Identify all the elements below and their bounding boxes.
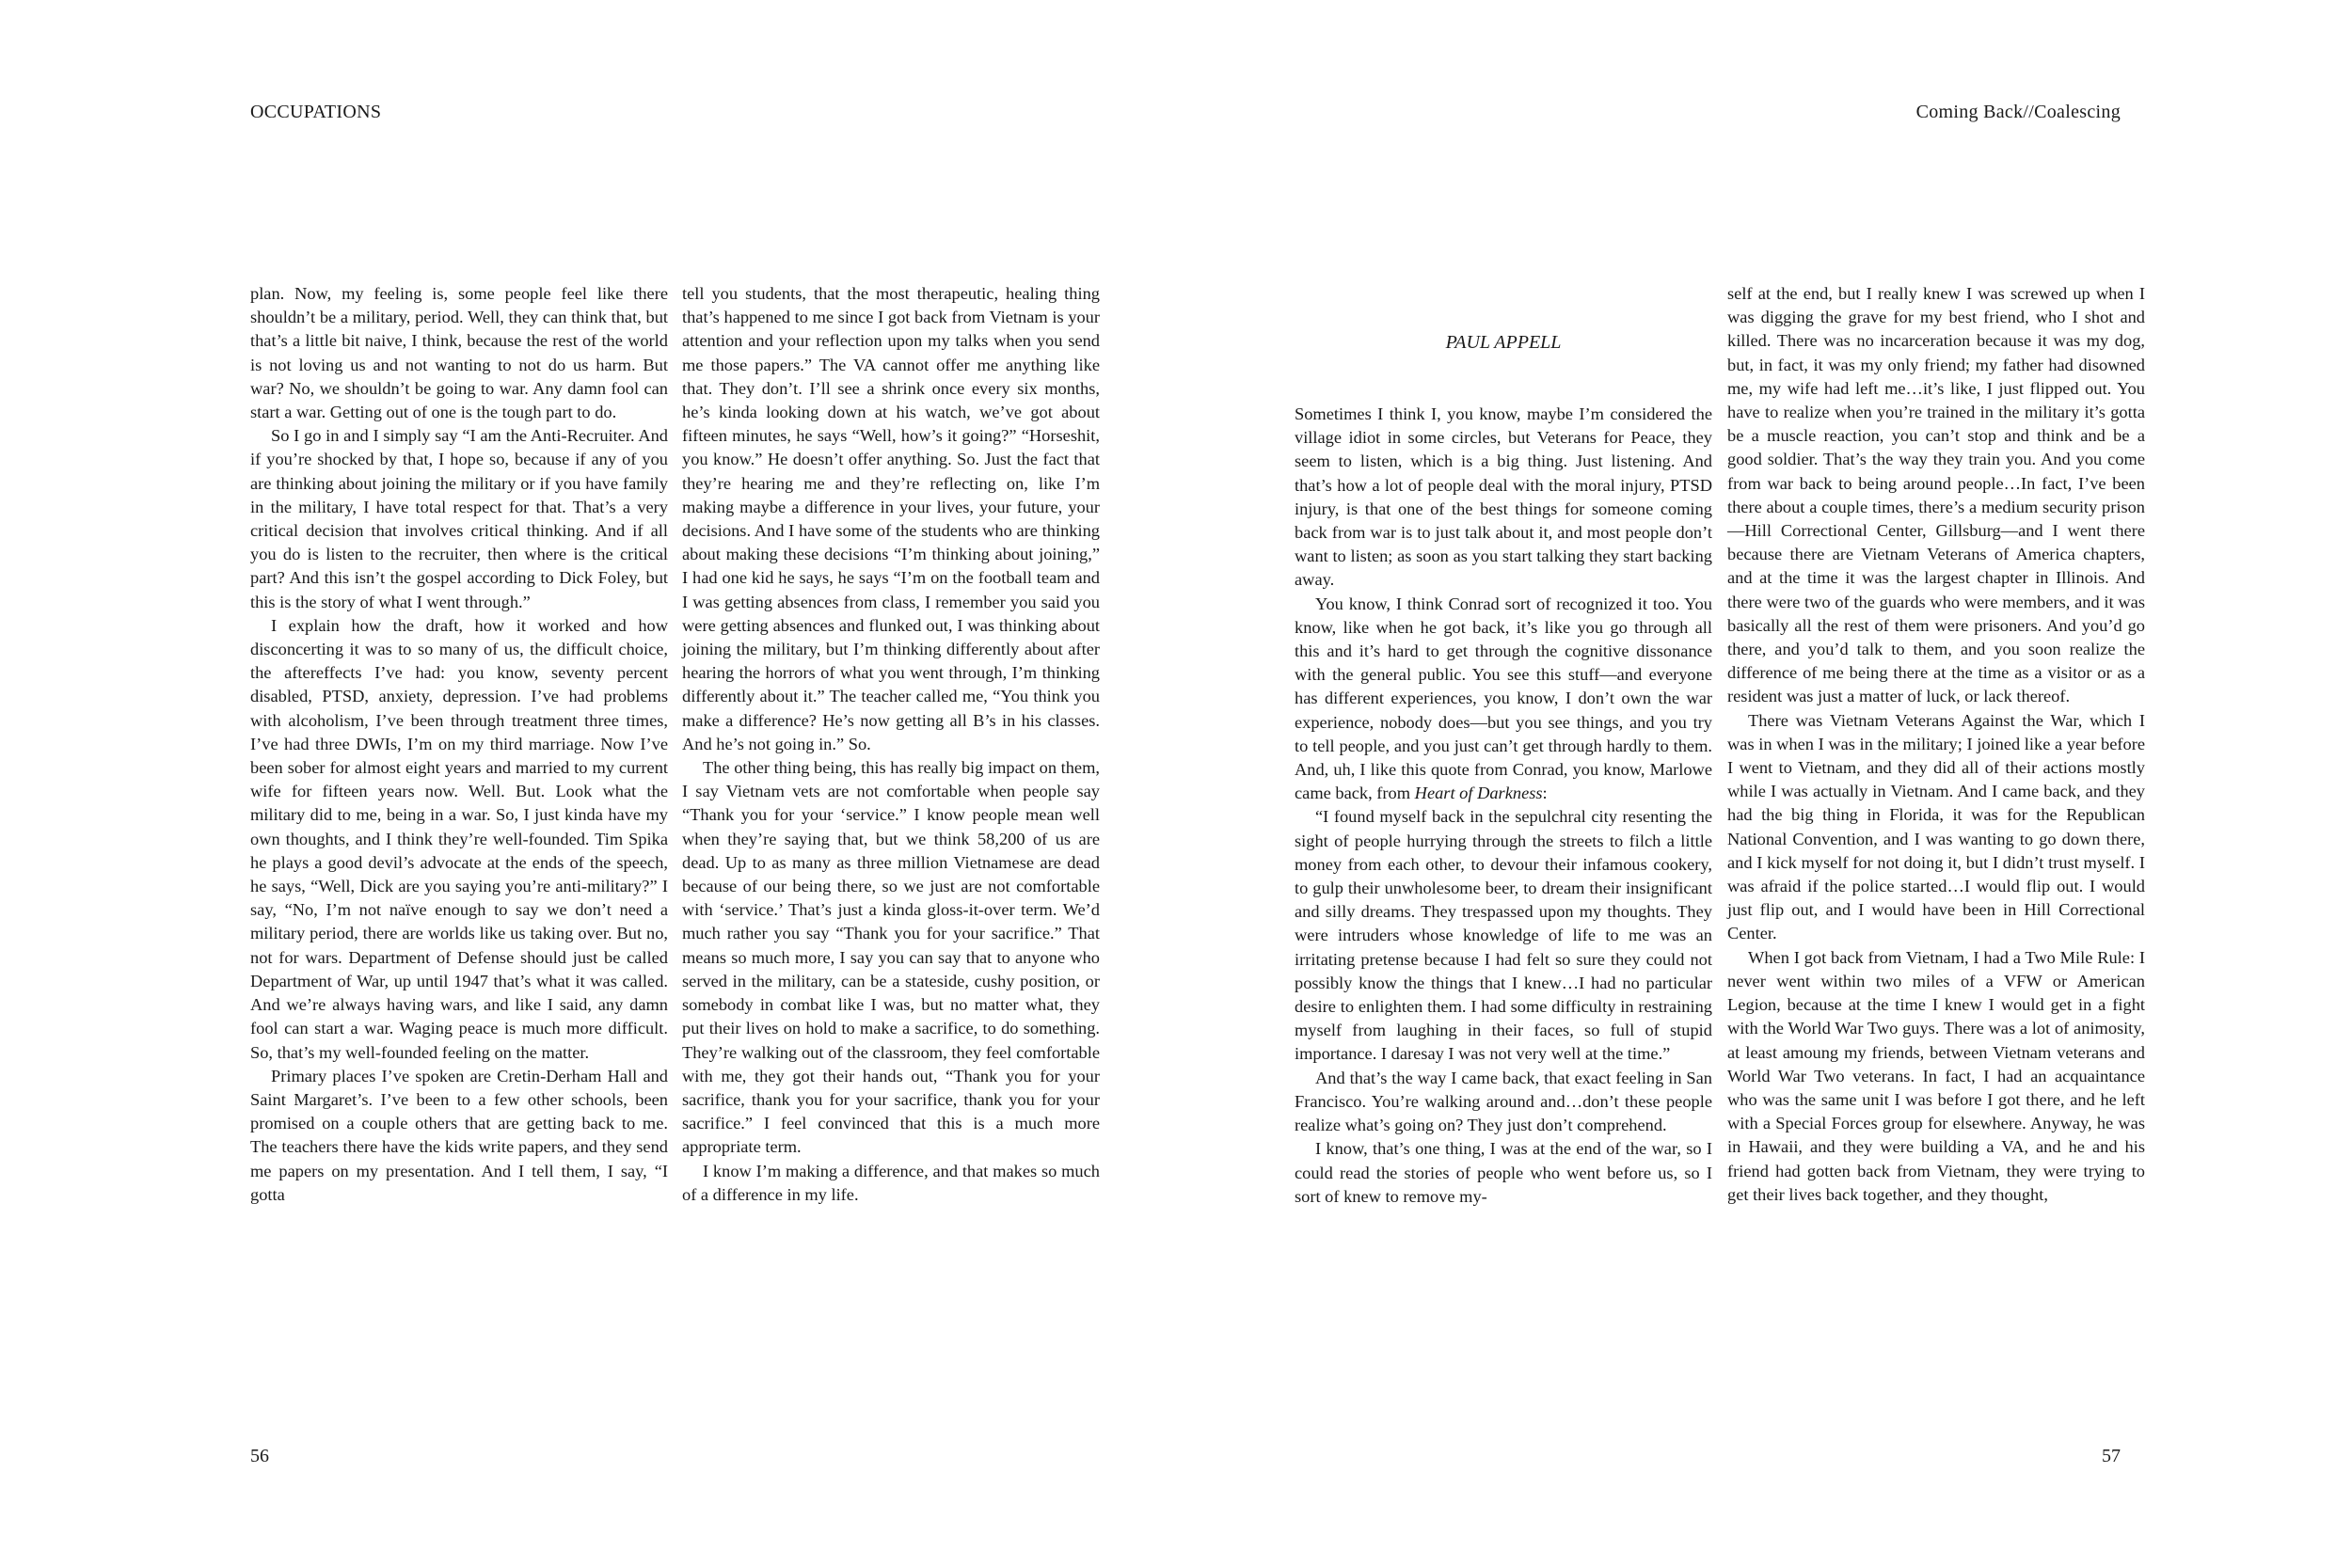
paragraph: Primary places I’ve spoken are Cretin-Derham Hall and Saint Margaret’s. I’ve been to a few other schools, been promised on a couple others that are getting back to me. The teachers there have the kids write papers, and they send me papers on my presentation. And I tell them, I say, “I gotta	[250, 1066, 668, 1204]
block-quote: “I found myself back in the sepulchral city resenting the sight of people hurrying through the streets to filch a little money from each other, to devour their infamous cookery, to gulp their unwholesome beer, to dream their insignificant and silly dreams. They trespassed upon my thoughts. They were intruders whose knowledge of life to me was an irritating pretense because I had felt so sure they could not possibly know the things that I knew…I had no particular desire to enlighten them. I had some difficulty in restraining myself from laughing in their faces, so full of stupid importance. I daresay I was not very well at the time.”	[1295, 807, 1712, 1064]
book-title: Heart of Darkness	[1414, 784, 1543, 803]
paragraph: There was Vietnam Veterans Against the War, which I was in when I was in the military; I joined like a year before I went to Vietnam, and they did all of their actions mostly while I was actually in Vietnam. And I came back, and they had the big thing in Florida, it was for the Republican National Convention, and I was wanting to go down there, and I kick myself for not doing it, but I didn’t trust myself. I was afraid if the police started…I would flip out. I would just flip out, and I would have been in Hill Correctional Center.	[1727, 710, 2145, 943]
punctuation: :	[1542, 784, 1548, 803]
author-heading: PAUL APPELL	[1445, 332, 1562, 353]
paragraph: Sometimes I think I, you know, maybe I’m considered the village idiot in some circles, but Veterans for Peace, they seem to listen, which is a big thing. Just listening. And that’s how a lot of people deal with the moral injury, PTSD injury, is that one of the best things for someone coming back from war is to just talk about it, and most people don’t want to listen; as soon as you start talking they start backing away.	[1295, 404, 1712, 590]
right-page	[1176, 0, 2352, 1568]
paragraph: The other thing being, this has really big impact on them, I say Vietnam vets are not comfortable when people say “Thank you for your ‘service.” I know people mean well when they’re saying that, but we think 58,200 of us are dead. Up to as many as three million Vietnamese are dead because of our being there, so we just are not comfortable with ‘service.’ That’s just a kinda gloss-it-over term. We’d much rather you say “Thank you for your sacrifice.” That means so much more, I say you can say that to anyone who served in the military, can be a stateside, cushy position, or somebody in combat like I was, but no matter what, they put their lives on hold to make a sacrifice, to do something. They’re walking out of the classroom, they feel comfortable with me, they got their hands out, “Thank you for your sacrifice, thank you for your sacrifice, thank you for your sacrifice.” I feel convinced that this is a much more appropriate term.	[682, 758, 1100, 1157]
paragraph: tell you students, that the most therapeutic, healing thing that’s happened to me since I got back from Vietnam is your attention and your reflection upon my talks when you send me those papers.” The VA cannot offer me anything like that. They don’t. I’ll see a shrink once every six months, he’s kinda looking down at his watch, we’ve got about fifteen minutes, he says “Well, how’s it going?” “Horseshit, you know.” He doesn’t offer anything. So. Just the fact that they’re hearing me and they’re reflecting on, like I’m making maybe a difference in your lives, your future, your decisions. And I have some of the students who are thinking about making these decisions “I’m thinking about joining,” I had one kid he says, he says “I’m on the football team and I was getting absences from class, I remember you said you were getting absences and flunked out, I was thinking about joining the military, but I’m thinking differently about after hearing the horrors of what you went through, I’m thinking differently about it.” The teacher called me, “You think you make a difference? He’s now getting all B’s in his classes. And he’s not going in.” So.	[682, 284, 1100, 753]
paragraph: I know I’m making a difference, and that makes so much of a difference in my life.	[682, 1161, 1100, 1204]
paragraph: I know, that’s one thing, I was at the end of the war, so I could read the stories of people who went before us, so I sort of knew to remove my-	[1295, 1139, 1712, 1206]
paragraph: And that’s the way I came back, that exact feeling in San Francisco. You’re walking around and…don’t these people realize what’s going on? They just don’t comprehend.	[1295, 1068, 1712, 1135]
page-number-left: 56	[250, 1446, 269, 1466]
running-head-right: Coming Back//Coalescing	[1915, 102, 2121, 122]
paragraph: I explain how the draft, how it worked and how disconcerting it was to so many of us, the difficult choice, the aftereffects I’ve had: you know, seventy percent disabled, PTSD, anxiety, depression. I’ve had problems with alcoholism, I’ve been through treatment three times, I’ve had three DWIs, I’m on my third marriage. Now I’ve been sober for almost eight years and married to my current wife for fifteen years now. Well. But. Look what the military did to me, being in a war. So, I just kinda have my own thoughts, and I think they’re well-founded. Tim Spika he plays a good devil’s advocate at the ends of the speech, he says, “Well, Dick are you saying you’re anti-military?” I say, “No, I’m not naïve enough to say we don’t need a military period, there are worlds like us taking over. But no, not for wars. Department of Defense should just be called Department of War, up until 1947 that’s what it was called. And we’re always having wars, and like I said, any damn fool can start a war. Waging peace is much more difficult. So, that’s my well-founded feeling on the matter.	[250, 615, 668, 1062]
paragraph: self at the end, but I really knew I was screwed up when I was digging the grave for my best friend, who I shot and killed. There was no incarceration because it was my dog, but, in fact, it was my only friend; my father had disowned me, my wife had left me…it’s like, I just flipped out. You have to realize when you’re trained in the military it’s gotta be a muscle reaction, you can’t stop and think and be a good soldier. That’s the way they train you. And you come from war back to being around people…In fact, I’ve been there about a couple times, there’s a medium security prison—Hill Correctional Center, Gillsburg—and I went there because there are Vietnam Veterans of America chapters, and at the time it was the largest chapter in Illinois. And there were two of the guards who were members, and it was basically all the rest of them were prisoners. And you’d go there, and you’d talk to them, and you soon realize the difference of me being there at the time as a visitor or as a resident was just a matter of luck, or lack thereof.	[1727, 284, 2145, 706]
page-number-right: 57	[2102, 1446, 2121, 1466]
column-1	[250, 282, 668, 1207]
column-3	[1295, 403, 1712, 1209]
running-head-left: OCCUPATIONS	[250, 102, 382, 122]
paragraph	[1295, 593, 1712, 806]
paragraph: So I go in and I simply say “I am the Anti-Recruiter. And if you’re shocked by that, I hope so, because if any of you are thinking about joining the military or if you have family in the military, I have total respect for that. That’s a very critical decision that involves critical thinking. And if all you do is listen to the recruiter, then where is the critical part? And this isn’t the gospel according to Dick Foley, but this is the story of what I went through.”	[250, 426, 668, 611]
paragraph: plan. Now, my feeling is, some people feel like there shouldn’t be a military, period. Well, they can think that, but that’s a little bit naive, I think, because the rest of the world is not loving us and not wanting to not do us harm. But war? No, we shouldn’t be going to war. Any damn fool can start a war. Getting out of one is the tough part to do.	[250, 284, 668, 422]
column-4	[1727, 282, 2145, 1207]
paragraph-text: You know, I think Conrad sort of recognized it too. You know, like when he got back, it’s like you go through all this and it’s hard to get through the cognitive dissonance with the general public. You see this stuff—and everyone has different experiences, you know, I don’t own the war experience, nobody does—but you see things, and you try to tell people, and you just can’t get through hardly to them. And, uh, I like this quote from Conrad, you know, Marlowe came back, from	[1295, 594, 1712, 803]
column-2	[682, 282, 1100, 1207]
paragraph: When I got back from Vietnam, I had a Two Mile Rule: I never went within two miles of a VFW or American Legion, because at the time I knew I would get in a fight with the World War Two guys. There was a lot of animosity, at least amoung my friends, between Vietnam veterans and World War Two veterans. In fact, I had an acquaintance who was the same unit I was before I got there, and he left with a Special Forces group for elsewhere. Anyway, he was in Hawaii, and they were building a VA, and he and his friend had gotten back from Vietnam, they were trying to get their lives back together, and they thought,	[1727, 947, 2145, 1204]
